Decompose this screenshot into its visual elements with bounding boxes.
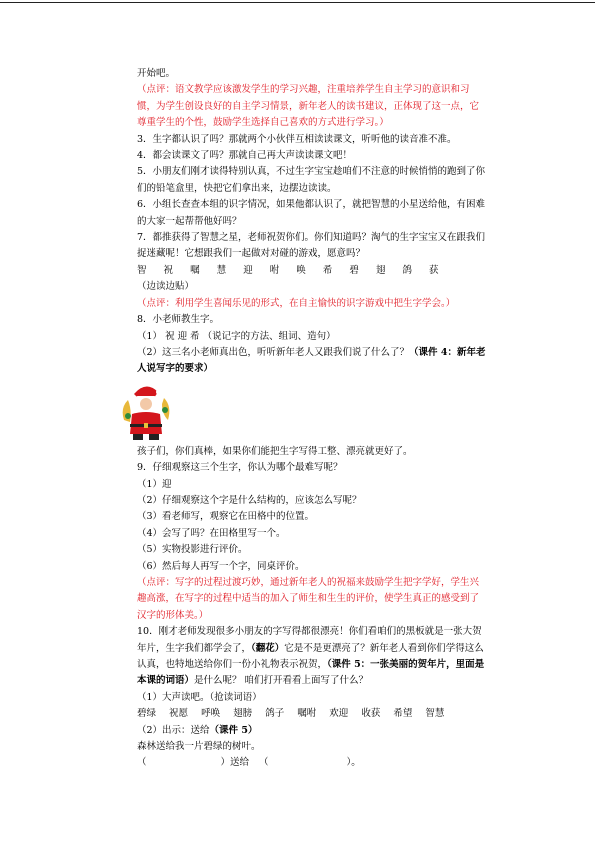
step-10-2 — [118, 723, 488, 739]
char-item: 咐 — [269, 264, 280, 276]
word-item: 希望 — [393, 708, 413, 720]
char-item: 翅 — [375, 264, 386, 276]
example-sentence: 森林送给我一片碧绿的树叶。 — [137, 741, 261, 753]
word-item: 欢迎 — [329, 708, 349, 720]
step-9-1: （1）迎 — [137, 478, 172, 490]
char-item: 希 — [322, 264, 333, 276]
comment-2: （点评：利用学生喜闻乐见的形式，在自主愉快的识字游戏中把生字学会。） — [137, 297, 456, 309]
word-item: 碧绿 — [137, 708, 157, 720]
word-item: 呼唤 — [201, 708, 221, 720]
santa-claus-image — [118, 380, 174, 442]
char-item: 鸽 — [402, 264, 412, 276]
char-item: 唤 — [296, 264, 306, 276]
step-3: 3．生字都认识了吗？那就两个小伙伴互相读读课文，听听他的读音准不准。 — [137, 133, 457, 145]
step-10-2-text: （2）出示：送给 — [137, 724, 210, 736]
step-9-2: （2）仔细观察这个字是什么结构的，应该怎么写呢？ — [137, 494, 362, 506]
word-item: 翅膀 — [233, 708, 253, 720]
char-item: 获 — [429, 264, 439, 276]
step-6: 6．小组长查查本组的识字情况，如果他都认识了，就把智慧的小星送给他，有困难的大家一起帮帮他好吗？ — [137, 199, 486, 227]
step-10-text-a: 10．刚才老师发现很多小朋友的字写得都很漂亮！你们看咱们的黑板就是一张大贺年片，生字我们都学会了， — [137, 626, 482, 654]
sentence-mid: ）送给 — [220, 757, 250, 769]
step-9: 9．仔细观察这三个生字，你认为哪个最难写呢？ — [137, 462, 343, 474]
word-item: 收获 — [361, 708, 381, 720]
step-8: 8．小老师教生字。 — [137, 314, 220, 326]
text-line: 开始吧。 — [137, 68, 176, 79]
document-body — [118, 66, 488, 772]
step-9-3: （3）看老师写，观察它在田格中的位置。 — [137, 511, 315, 523]
comment-3: （点评：写字的过程过渡巧妙，通过新年老人的祝福来鼓励学生把字学好，学生兴趣高涨，在写字的过程中适当的加入了师生和生生的评价，使学生真正的感受到了汉字的形体美。） — [137, 576, 480, 621]
step-10-text-b: 它是不是更漂亮了？新年老人看到你们学得这么认真，也特地送给你们一份小礼物表示祝贺， — [137, 642, 484, 670]
step-10 — [118, 624, 488, 690]
step-9-5: （5）实物投影进行评价。 — [137, 544, 248, 556]
char-item: 嘱 — [190, 264, 200, 276]
word-list — [118, 706, 488, 722]
courseware-5-note: （课件 5：一张美丽的贺年片，里面是本课的词语） — [137, 659, 485, 687]
char-item: 智 — [137, 264, 147, 276]
paren-open-1: （ — [137, 757, 147, 769]
char-item: 碧 — [349, 264, 359, 276]
step-7: 7．都推获得了智慧之星，老师祝贺你们。你们知道吗？淘气的生字宝宝又在跟我们捉迷藏呢！它想跟我们一起做对对碰的游戏，愿意吗？ — [137, 232, 486, 260]
step-8-2-text: （2）这三名小老师真出色，听听新年老人又跟我们说了什么了？ — [137, 346, 410, 358]
paren-open-2: （ — [259, 757, 269, 769]
comment-1: （点评：语文教学应该激发学生的学习兴趣，注重培养学生自主学习的意识和习惯，为学生创设良好的自主学习情景，新年老人的读书建议，正体现了这一点，它尊重学生的个性，鼓励学生选择自己喜欢的方式进行学习。） — [137, 84, 480, 129]
word-item: 祝愿 — [169, 708, 189, 720]
char-item: 祝 — [163, 264, 174, 276]
step-9-6: （6）然后每人再写一个字，同桌评价。 — [137, 560, 305, 572]
instruction-note: （边读边贴） — [137, 281, 195, 293]
encouragement: 孩子们，你们真棒，如果你们能把生字写得工整、漂亮就更好了。 — [137, 445, 413, 457]
word-item: 智慧 — [425, 708, 445, 720]
sentence-end: ）。 — [346, 757, 361, 769]
step-10-text-c: 是什么呢？ 咱们打开看看上面写了什么？ — [194, 675, 369, 687]
step-9-4: （4）会写了吗？在田格里写一个。 — [137, 527, 286, 539]
flip-note: （翻花） — [251, 642, 285, 654]
step-8-1: （1） 祝 迎 希 （说记字的方法、组词、造句） — [137, 330, 336, 342]
step-10-1: （1）大声读吧。（抢读词语） — [137, 691, 262, 703]
fill-in-sentence — [118, 755, 488, 771]
char-item: 慧 — [216, 264, 227, 276]
courseware-5-label: （课件 5） — [209, 724, 258, 736]
word-item: 嘱咐 — [297, 708, 317, 720]
char-list — [118, 263, 488, 279]
header-rule — [0, 2, 595, 3]
step-8-2 — [118, 345, 488, 378]
step-4: 4．都会读课文了吗？那就自己再大声读读课文吧！ — [137, 150, 353, 162]
word-item: 鸽子 — [265, 708, 285, 720]
char-item: 迎 — [243, 264, 253, 276]
courseware-4-note: （课件 4：新年老人说写字的要求） — [137, 346, 486, 375]
step-5: 5．小朋友们刚才读得特别认真，不过生字宝宝趁咱们不注意的时候悄悄的跑到了你们的铅笔盒里，快把它们拿出来，边摆边读读。 — [137, 166, 486, 194]
